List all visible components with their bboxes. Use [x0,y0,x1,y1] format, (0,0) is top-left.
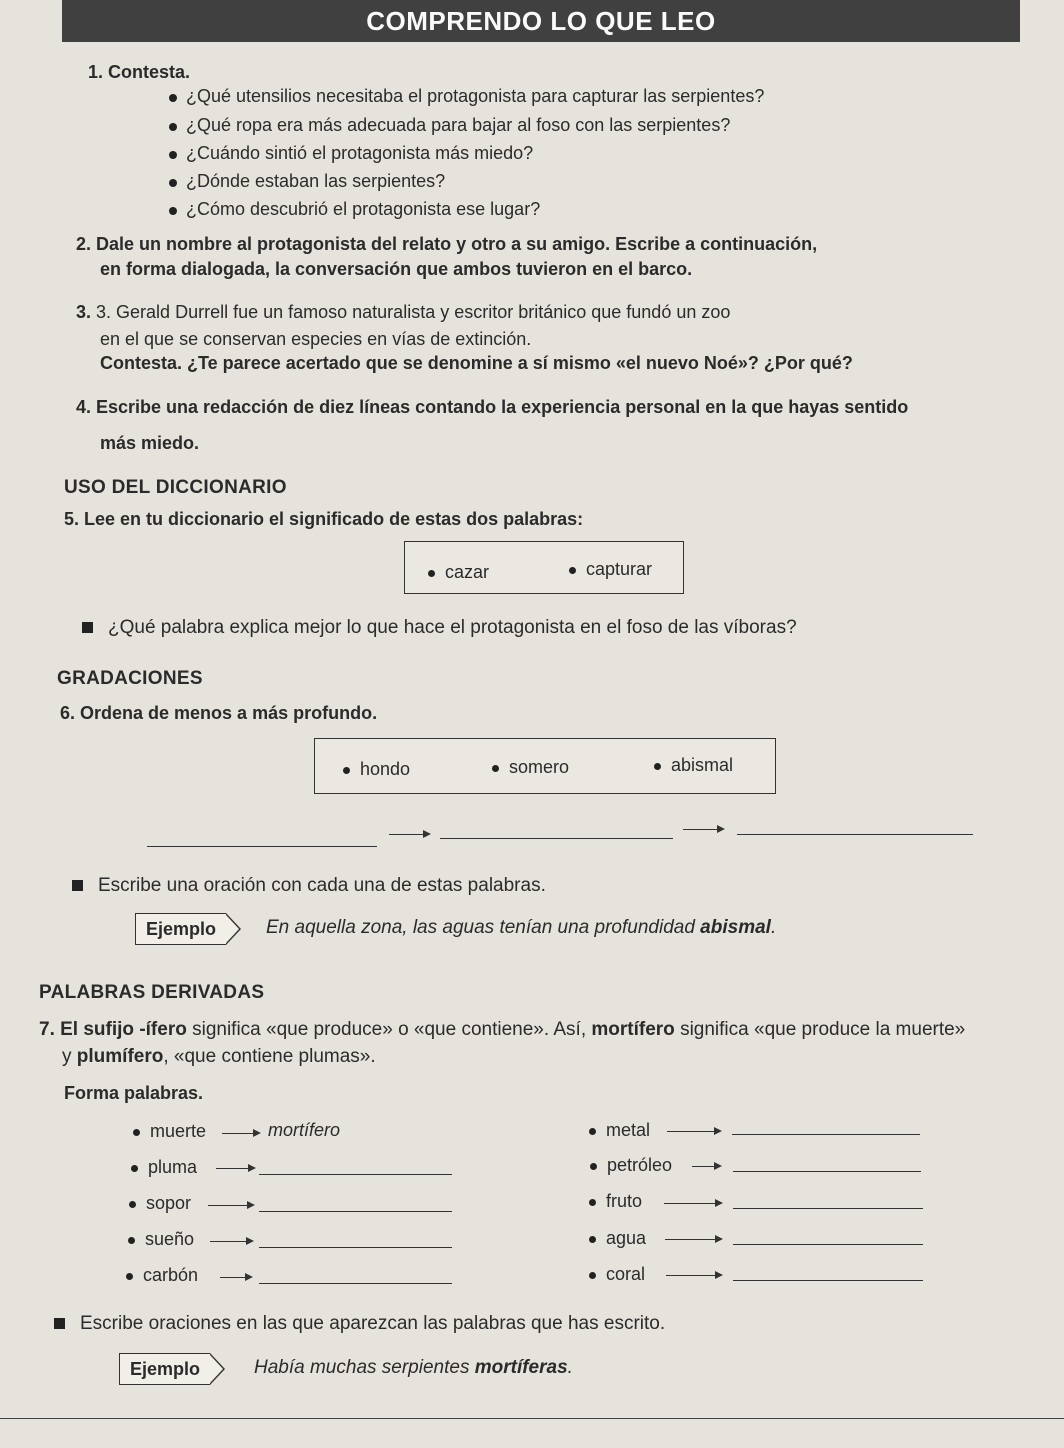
q1-prompt: 1. Contesta. [88,62,191,82]
word-right: fruto [606,1191,643,1211]
arrow-icon [222,1133,259,1134]
q4-line2: más miedo. [100,433,200,453]
section-heading-diccionario: USO DEL DICCIONARIO [64,477,287,498]
arrow-icon [666,1275,721,1276]
word-somero: somero [509,757,570,777]
arrow-icon [667,1131,720,1132]
word-right: coral [606,1264,646,1284]
example-sentence-q6 [266,917,776,939]
arrow-icon [208,1205,253,1206]
answer-blank[interactable] [732,1134,920,1135]
example-bold-word: mortíferas [474,1357,568,1378]
q1-item: ¿Cómo descubrió el protagonista ese lugar? [186,199,541,219]
q7-word-plumifero: plumífero [76,1046,164,1067]
q7-line2-post: , «que contiene plumas». [163,1046,376,1067]
q7-suffix: -ífero [139,1019,187,1040]
answer-blank[interactable] [733,1171,921,1172]
answer-blank-2[interactable] [440,838,673,839]
example-text: Había muchas serpientes [254,1357,475,1378]
answer-blank[interactable] [259,1247,452,1248]
word-right: metal [606,1120,651,1140]
example-sentence-q7 [254,1357,573,1379]
word-left: carbón [143,1265,199,1285]
word-box-q5 [404,541,684,594]
word-box-q6 [314,738,776,794]
example-label: Ejemplo [119,1353,210,1385]
word-right: agua [606,1228,647,1248]
q7-line2 [62,1046,376,1068]
q7-text: significa «que produce» o «que contiene». Así, [186,1019,592,1040]
section-heading-derivadas: PALABRAS DERIVADAS [39,982,265,1003]
q7-word-mortifero: mortífero [591,1019,675,1040]
arrow-icon [665,1239,721,1240]
word-left: sopor [146,1193,192,1213]
q3-text: 3. Gerald Durrell fue un famoso naturalista y escritor británico que fundó un zoo [96,302,731,322]
q7-number: 7. El sufijo [39,1019,140,1040]
example-text: En aquella zona, las aguas tenían una profundidad [266,917,701,938]
arrow-icon [683,829,723,830]
q6-instruction: Escribe una oración con cada una de estas palabras. [98,875,546,896]
word-cazar: cazar [445,562,490,582]
q4-line1: 4. Escribe una redacción de diez líneas contando la experiencia personal en la que hayas sentido [76,397,909,417]
word-left: pluma [148,1157,198,1177]
page-title: COMPRENDO LO QUE LEO [62,0,1020,42]
answer-blank[interactable] [259,1283,452,1284]
word-left: sueño [145,1229,195,1249]
q1-item: ¿Qué ropa era más adecuada para bajar al foso con las serpientes? [186,115,731,135]
q7-text2: significa «que produce la muerte» [674,1019,966,1040]
q1-item: ¿Qué utensilios necesitaba el protagonista para capturar las serpientes? [186,86,765,106]
example-bold-word: abismal [700,917,771,938]
arrow-icon [220,1277,251,1278]
q7-forma: Forma palabras. [64,1083,204,1103]
q3-line2: en el que se conservan especies en vías de extinción. [100,329,532,349]
answer-blank-1[interactable] [147,846,377,847]
arrow-icon [216,1168,254,1169]
q2-line1: 2. Dale un nombre al protagonista del relato y otro a su amigo. Escribe a continuación, [76,234,818,254]
section-heading-gradaciones: GRADACIONES [57,668,203,689]
answer-blank[interactable] [733,1244,923,1245]
example-answer-mortifero: mortífero [268,1120,341,1140]
q7-line2-pre: y [62,1046,77,1067]
example-end: . [770,917,777,938]
q5-question: ¿Qué palabra explica mejor lo que hace el protagonista en el foso de las víboras? [108,617,797,638]
arrow-icon [210,1241,252,1242]
bottom-divider [0,1418,1064,1419]
q7-instruction: Escribe oraciones en las que aparezcan las palabras que has escrito. [80,1313,666,1334]
word-hondo: hondo [360,759,411,779]
q5-prompt: 5. Lee en tu diccionario el significado de estas dos palabras: [64,509,584,529]
word-right: petróleo [607,1155,673,1175]
arrow-icon [389,834,429,835]
arrow-icon [664,1203,721,1204]
word-capturar: capturar [586,559,653,579]
answer-blank[interactable] [259,1211,452,1212]
q1-item: ¿Cuándo sintió el protagonista más miedo? [186,143,534,163]
answer-blank-3[interactable] [737,834,973,835]
answer-blank[interactable] [259,1174,452,1175]
q7-line1 [39,1019,965,1041]
answer-blank[interactable] [733,1280,923,1281]
q3-line1: 3. 3. Gerald Durrell fue un famoso naturalista y escritor británico que fundó un zoo [76,302,731,322]
q2-line2: en forma dialogada, la conversación que ambos tuvieron en el barco. [100,259,693,279]
q3-line3: Contesta. ¿Te parece acertado que se denomine a sí mismo «el nuevo Noé»? ¿Por qué? [100,353,853,373]
answer-blank[interactable] [733,1208,923,1209]
q6-prompt: 6. Ordena de menos a más profundo. [60,703,378,723]
arrow-icon [692,1166,720,1167]
example-label: Ejemplo [135,913,226,945]
example-end: . [567,1357,573,1378]
word-left: muerte [150,1121,207,1141]
q1-item: ¿Dónde estaban las serpientes? [186,171,446,191]
word-abismal: abismal [671,755,734,775]
